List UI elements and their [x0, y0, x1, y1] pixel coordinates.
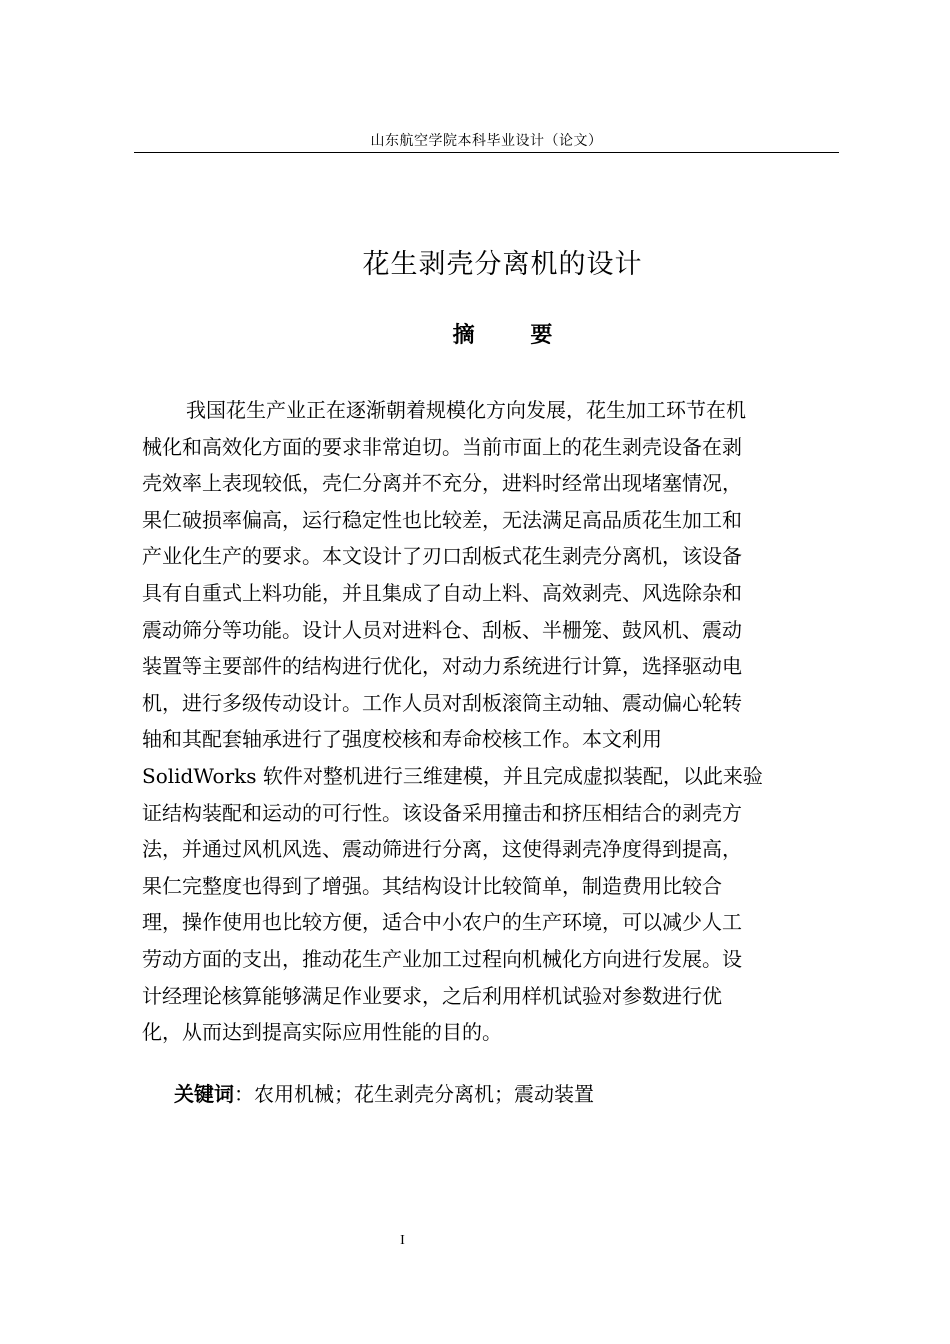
abstract-line: SolidWorks 软件对整机进行三维建模，并且完成虚拟装配，以此来验: [142, 763, 763, 788]
abstract-line: 装置等主要部件的结构进行优化，对动力系统进行计算，选择驱动电: [142, 654, 742, 679]
abstract-line: 机，进行多级传动设计。工作人员对刮板滚筒主动轴、震动偏心轮转: [142, 690, 742, 715]
keywords-label: 关键词: [174, 1082, 234, 1106]
abstract-line: 法，并通过风机风选、震动筛进行分离，这使得剥壳净度得到提高，: [142, 837, 742, 862]
running-header: 山东航空学院本科毕业设计（论文）: [370, 133, 603, 149]
abstract-line: 具有自重式上料功能，并且集成了自动上料、高效剥壳、风选除杂和: [142, 580, 742, 605]
keywords-value: 农用机械；花生剥壳分离机；震动装置: [254, 1082, 594, 1106]
keywords-separator: ：: [234, 1082, 254, 1106]
abstract-line: 劳动方面的支出，推动花生产业加工过程向机械化方向进行发展。设: [142, 946, 742, 971]
abstract-line: 果仁完整度也得到了增强。其结构设计比较简单，制造费用比较合: [142, 873, 722, 898]
abstract-line: 产业化生产的要求。本文设计了刃口刮板式花生剥壳分离机，该设备: [142, 544, 742, 569]
page-number: I: [400, 1233, 405, 1248]
abstract-body: [142, 392, 814, 1051]
abstract-line: 壳效率上表现较低，壳仁分离并不充分，进料时经常出现堵塞情况，: [142, 471, 742, 496]
abstract-line: 我国花生产业正在逐渐朝着规模化方向发展，花生加工环节在机: [186, 398, 746, 422]
abstract-line: 证结构装配和运动的可行性。该设备采用撞击和挤压相结合的剥壳方: [142, 800, 742, 825]
abstract-line: 震动筛分等功能。设计人员对进料仓、刮板、半栅笼、鼓风机、震动: [142, 617, 742, 642]
abstract-line: 械化和高效化方面的要求非常迫切。当前市面上的花生剥壳设备在剥: [142, 434, 742, 459]
abstract-line: 计经理论核算能够满足作业要求，之后利用样机试验对参数进行优: [142, 983, 722, 1008]
document-title: 花生剥壳分离机的设计: [362, 249, 643, 280]
keywords-line: [174, 1076, 594, 1112]
header-divider: [134, 152, 839, 153]
abstract-line: 果仁破损率偏高，运行稳定性也比较差，无法满足高品质花生加工和: [142, 507, 742, 532]
abstract-line: 轴和其配套轴承进行了强度校核和寿命校核工作。本文利用: [142, 727, 662, 752]
abstract-heading: 摘 要: [452, 323, 577, 348]
abstract-line: 理，操作使用也比较方便，适合中小农户的生产环境，可以减少人工: [142, 910, 742, 935]
abstract-line: 化，从而达到提高实际应用性能的目的。: [142, 1020, 502, 1045]
